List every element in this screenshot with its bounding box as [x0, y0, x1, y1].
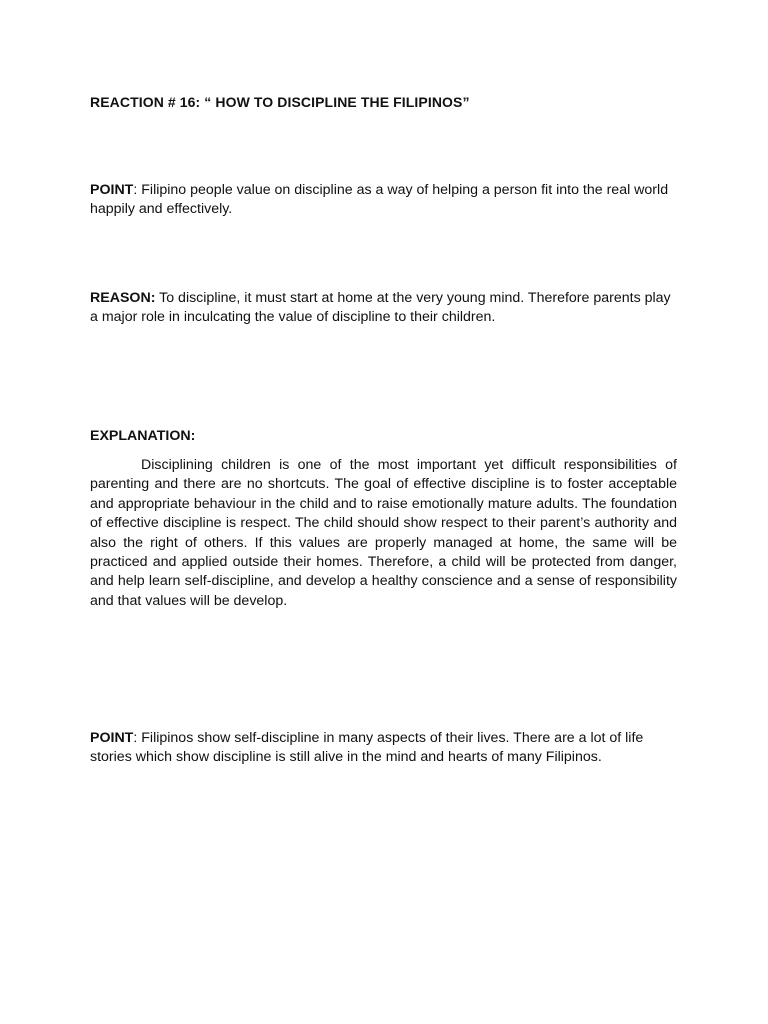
point-separator-2: :	[133, 730, 142, 746]
point-paragraph-1	[90, 181, 677, 220]
point-label-2: POINT	[90, 730, 134, 746]
point-label-1: POINT	[90, 182, 134, 198]
point-text-1: Filipino people value on discipline as a way of helping a person fit into the real world happily and effectively.	[90, 182, 669, 218]
point-text-2: Filipinos show self-discipline in many aspects of their lives. There are a lot of life stories which show discipline is still alive in the mind and hearts of many Filipinos.	[90, 730, 644, 766]
reason-text: To discipline, it must start at home at the very young mind. Therefore parents play a major role in inculcating the value of discipline to their children.	[90, 290, 671, 326]
reason-label: REASON:	[90, 290, 156, 306]
document-title: REACTION # 16: “ HOW TO DISCIPLINE THE FILIPINOS”	[90, 94, 470, 110]
point-separator-1: :	[133, 182, 142, 198]
explanation-heading: EXPLANATION:	[90, 428, 196, 444]
explanation-paragraph	[90, 456, 677, 611]
explanation-text: Disciplining children is one of the most important yet difficult responsibilities of parenting and there are no shortcuts. The goal of effective discipline is to foster acceptable and appropriate behaviour in the child and to raise emotionally mature adults. The foundation of effective discipline is respect. The child should show respect to their parent’s authority and also the right of others. If this values are properly managed at home, the same will be practiced and applied outside their homes. Therefore, a child will be protected from danger, and help learn self-discipline, and develop a healthy conscience and a sense of responsibility and that values will be develop.	[90, 457, 677, 609]
point-paragraph-2	[90, 729, 677, 768]
reason-paragraph	[90, 289, 677, 328]
